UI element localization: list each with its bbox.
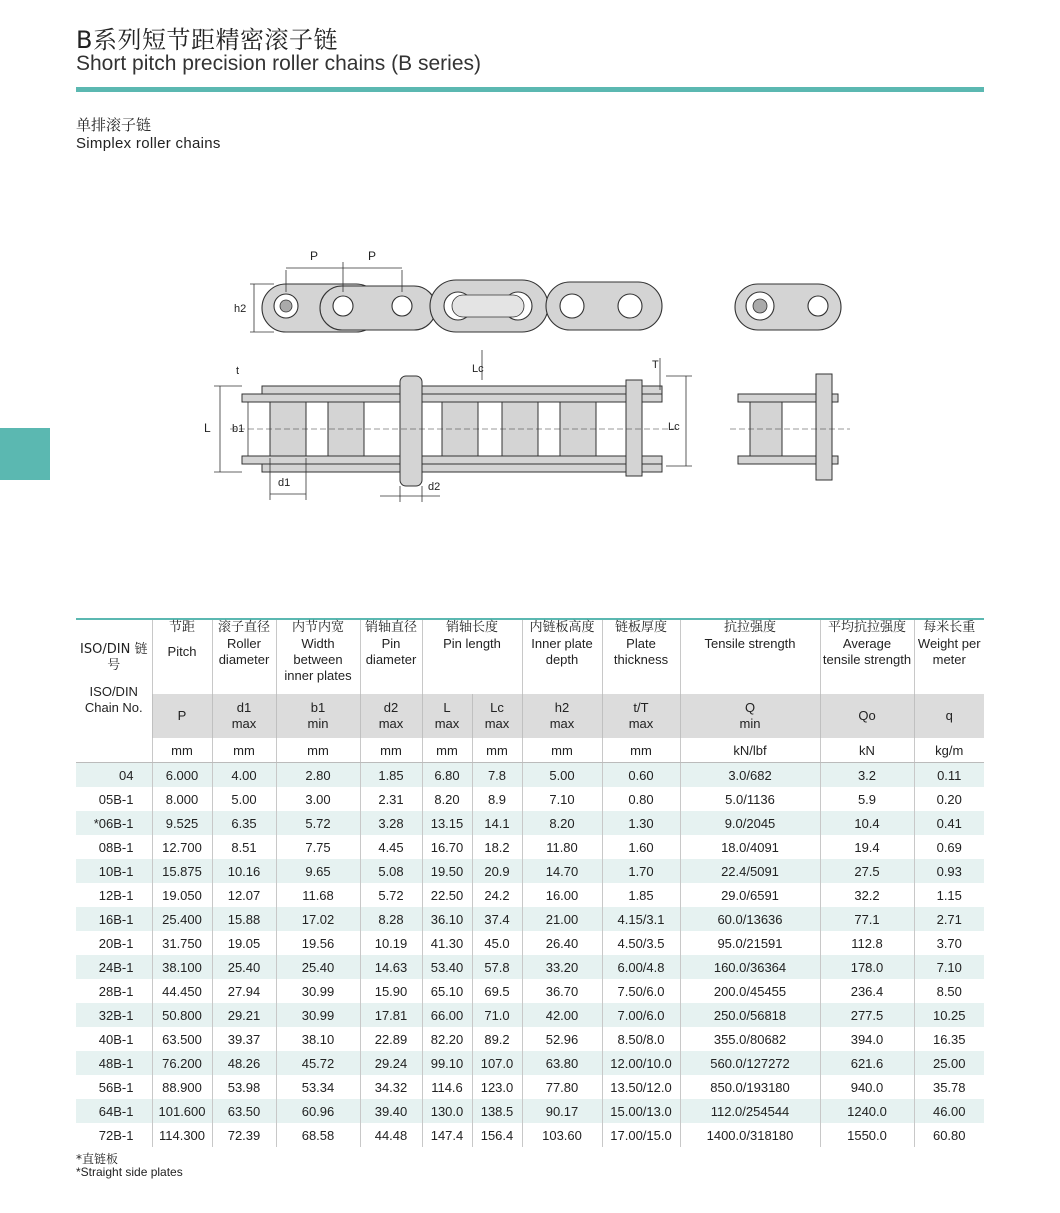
value-cell: 31.750 — [152, 931, 212, 955]
header-plate-thickness: 链板厚度 Plate thickness — [602, 619, 680, 694]
value-cell: 7.50/6.0 — [602, 979, 680, 1003]
table-row — [76, 979, 984, 1003]
unit-cell: mm — [422, 738, 472, 763]
value-cell: 17.81 — [360, 1003, 422, 1027]
value-cell: 36.70 — [522, 979, 602, 1003]
value-cell: 19.05 — [212, 931, 276, 955]
value-cell: 63.50 — [212, 1099, 276, 1123]
value-cell: 13.15 — [422, 811, 472, 835]
table-row — [76, 859, 984, 883]
value-cell: 19.050 — [152, 883, 212, 907]
header-average-tensile: 平均抗拉强度 Average tensile strength — [820, 619, 914, 694]
header-weight: 每米长重 Weight per meter — [914, 619, 984, 694]
chain-no-cell: 32B-1 — [76, 1003, 152, 1027]
value-cell: 25.00 — [914, 1051, 984, 1075]
value-cell: 1240.0 — [820, 1099, 914, 1123]
header-roller: 滚子直径 Roller diameter — [212, 619, 276, 694]
value-cell: 11.68 — [276, 883, 360, 907]
dim-lc-top: Lc — [472, 363, 484, 375]
value-cell: 39.37 — [212, 1027, 276, 1051]
value-cell: 8.000 — [152, 787, 212, 811]
value-cell: 89.2 — [472, 1027, 522, 1051]
value-cell: 17.00/15.0 — [602, 1123, 680, 1147]
dim-b1: b1 — [232, 423, 245, 435]
value-cell: 850.0/193180 — [680, 1075, 820, 1099]
chain-no-cell: 28B-1 — [76, 979, 152, 1003]
value-cell: 71.0 — [472, 1003, 522, 1027]
title-rule — [76, 87, 984, 92]
value-cell: 16.35 — [914, 1027, 984, 1051]
symbol-cell: h2 max — [522, 694, 602, 738]
value-cell: 44.48 — [360, 1123, 422, 1147]
value-cell: 10.16 — [212, 859, 276, 883]
symbol-cell: d2 max — [360, 694, 422, 738]
value-cell: 68.58 — [276, 1123, 360, 1147]
value-cell: 621.6 — [820, 1051, 914, 1075]
value-cell: 5.9 — [820, 787, 914, 811]
value-cell: 19.4 — [820, 835, 914, 859]
dim-T: T — [652, 359, 659, 371]
unit-cell: mm — [602, 738, 680, 763]
value-cell: 1.85 — [602, 883, 680, 907]
table-row — [76, 1075, 984, 1099]
chain-no-cell: 24B-1 — [76, 955, 152, 979]
value-cell: 20.9 — [472, 859, 522, 883]
value-cell: 112.0/254544 — [680, 1099, 820, 1123]
value-cell: 12.00/10.0 — [602, 1051, 680, 1075]
unit-cell: kN — [820, 738, 914, 763]
value-cell: 8.20 — [522, 811, 602, 835]
value-cell: 41.30 — [422, 931, 472, 955]
dim-L: L — [204, 421, 211, 435]
value-cell: 27.94 — [212, 979, 276, 1003]
value-cell: 2.71 — [914, 907, 984, 931]
value-cell: 25.40 — [212, 955, 276, 979]
value-cell: 114.300 — [152, 1123, 212, 1147]
value-cell: 0.69 — [914, 835, 984, 859]
footnote-cn: *直链板 — [76, 1152, 119, 1166]
value-cell: 5.72 — [360, 883, 422, 907]
header-plate-depth: 内链板高度 Inner plate depth — [522, 619, 602, 694]
value-cell: 34.32 — [360, 1075, 422, 1099]
value-cell: 50.800 — [152, 1003, 212, 1027]
value-cell: 394.0 — [820, 1027, 914, 1051]
value-cell: 5.00 — [212, 787, 276, 811]
value-cell: 8.20 — [422, 787, 472, 811]
value-cell: 7.75 — [276, 835, 360, 859]
value-cell: 27.5 — [820, 859, 914, 883]
symbol-cell: L max — [422, 694, 472, 738]
value-cell: 24.2 — [472, 883, 522, 907]
value-cell: 72.39 — [212, 1123, 276, 1147]
value-cell: 9.0/2045 — [680, 811, 820, 835]
value-cell: 35.78 — [914, 1075, 984, 1099]
value-cell: 5.00 — [522, 763, 602, 788]
symbol-cell: t/T max — [602, 694, 680, 738]
value-cell: 1.70 — [602, 859, 680, 883]
dim-p1: P — [310, 249, 319, 263]
value-cell: 12.07 — [212, 883, 276, 907]
value-cell: 6.000 — [152, 763, 212, 788]
table-header-units — [76, 738, 984, 763]
value-cell: 7.10 — [914, 955, 984, 979]
value-cell: 53.98 — [212, 1075, 276, 1099]
value-cell: 130.0 — [422, 1099, 472, 1123]
value-cell: 101.600 — [152, 1099, 212, 1123]
unit-cell: mm — [152, 738, 212, 763]
value-cell: 8.28 — [360, 907, 422, 931]
value-cell: 26.40 — [522, 931, 602, 955]
value-cell: 45.0 — [472, 931, 522, 955]
table-row — [76, 787, 984, 811]
footnote-en: *Straight side plates — [76, 1165, 183, 1179]
value-cell: 3.0/682 — [680, 763, 820, 788]
value-cell: 12.700 — [152, 835, 212, 859]
table-row — [76, 1051, 984, 1075]
value-cell: 30.99 — [276, 979, 360, 1003]
value-cell: 2.80 — [276, 763, 360, 788]
value-cell: 1550.0 — [820, 1123, 914, 1147]
value-cell: 45.72 — [276, 1051, 360, 1075]
value-cell: 940.0 — [820, 1075, 914, 1099]
value-cell: 1.30 — [602, 811, 680, 835]
table-row — [76, 1123, 984, 1147]
chain-no-cell: 10B-1 — [76, 859, 152, 883]
table-header-symbols — [76, 694, 984, 738]
value-cell: 11.80 — [522, 835, 602, 859]
value-cell: 19.56 — [276, 931, 360, 955]
symbol-cell: q — [914, 694, 984, 738]
value-cell: 10.25 — [914, 1003, 984, 1027]
value-cell: 8.50 — [914, 979, 984, 1003]
value-cell: 8.9 — [472, 787, 522, 811]
page-title-en: Short pitch precision roller chains (B series) — [76, 52, 481, 75]
value-cell: 5.08 — [360, 859, 422, 883]
value-cell: 123.0 — [472, 1075, 522, 1099]
unit-cell: mm — [212, 738, 276, 763]
value-cell: 29.21 — [212, 1003, 276, 1027]
value-cell: 38.100 — [152, 955, 212, 979]
value-cell: 8.50/8.0 — [602, 1027, 680, 1051]
spec-table — [76, 618, 984, 1147]
table-row — [76, 1099, 984, 1123]
unit-cell: mm — [522, 738, 602, 763]
value-cell: 560.0/127272 — [680, 1051, 820, 1075]
chain-no-cell: 05B-1 — [76, 787, 152, 811]
value-cell: 22.4/5091 — [680, 859, 820, 883]
chain-no-cell: 08B-1 — [76, 835, 152, 859]
table-row — [76, 835, 984, 859]
value-cell: 15.88 — [212, 907, 276, 931]
value-cell: 4.45 — [360, 835, 422, 859]
value-cell: 53.40 — [422, 955, 472, 979]
value-cell: 3.70 — [914, 931, 984, 955]
unit-cell: mm — [472, 738, 522, 763]
symbol-cell: Qo — [820, 694, 914, 738]
value-cell: 18.2 — [472, 835, 522, 859]
value-cell: 60.0/13636 — [680, 907, 820, 931]
value-cell: 25.400 — [152, 907, 212, 931]
value-cell: 21.00 — [522, 907, 602, 931]
value-cell: 9.65 — [276, 859, 360, 883]
value-cell: 77.1 — [820, 907, 914, 931]
table-row — [76, 907, 984, 931]
value-cell: 38.10 — [276, 1027, 360, 1051]
value-cell: 5.0/1136 — [680, 787, 820, 811]
value-cell: 9.525 — [152, 811, 212, 835]
value-cell: 6.35 — [212, 811, 276, 835]
value-cell: 18.0/4091 — [680, 835, 820, 859]
value-cell: 46.00 — [914, 1099, 984, 1123]
value-cell: 4.00 — [212, 763, 276, 788]
value-cell: 16.00 — [522, 883, 602, 907]
value-cell: 39.40 — [360, 1099, 422, 1123]
table-row — [76, 1003, 984, 1027]
section-title-cn: 单排滚子链 — [76, 116, 152, 134]
symbol-cell: Q min — [680, 694, 820, 738]
value-cell: 32.2 — [820, 883, 914, 907]
unit-cell: mm — [360, 738, 422, 763]
value-cell: 14.1 — [472, 811, 522, 835]
value-cell: 114.6 — [422, 1075, 472, 1099]
value-cell: 1.60 — [602, 835, 680, 859]
value-cell: 2.31 — [360, 787, 422, 811]
value-cell: 53.34 — [276, 1075, 360, 1099]
dim-t: t — [236, 365, 240, 377]
value-cell: 29.0/6591 — [680, 883, 820, 907]
value-cell: 57.8 — [472, 955, 522, 979]
symbol-cell: d1 max — [212, 694, 276, 738]
value-cell: 14.63 — [360, 955, 422, 979]
header-pitch: 节距 Pitch — [152, 619, 212, 694]
value-cell: 60.80 — [914, 1123, 984, 1147]
header-pin-diameter: 销轴直径 Pin diameter — [360, 619, 422, 694]
value-cell: 138.5 — [472, 1099, 522, 1123]
table-row — [76, 883, 984, 907]
value-cell: 65.10 — [422, 979, 472, 1003]
value-cell: 355.0/80682 — [680, 1027, 820, 1051]
chain-no-cell: 20B-1 — [76, 931, 152, 955]
value-cell: 0.93 — [914, 859, 984, 883]
value-cell: 25.40 — [276, 955, 360, 979]
value-cell: 77.80 — [522, 1075, 602, 1099]
value-cell: 63.500 — [152, 1027, 212, 1051]
chain-no-cell: 40B-1 — [76, 1027, 152, 1051]
value-cell: 7.00/6.0 — [602, 1003, 680, 1027]
value-cell: 0.60 — [602, 763, 680, 788]
value-cell: 17.02 — [276, 907, 360, 931]
value-cell: 42.00 — [522, 1003, 602, 1027]
header-chain-no: ISO/DIN 链号 ISO/DIN Chain No. — [80, 642, 148, 715]
table-body — [76, 763, 984, 1148]
value-cell: 36.10 — [422, 907, 472, 931]
value-cell: 10.4 — [820, 811, 914, 835]
table-row — [76, 763, 984, 788]
value-cell: 10.19 — [360, 931, 422, 955]
value-cell: 178.0 — [820, 955, 914, 979]
value-cell: 4.50/3.5 — [602, 931, 680, 955]
value-cell: 5.72 — [276, 811, 360, 835]
chain-no-cell: 64B-1 — [76, 1099, 152, 1123]
value-cell: 0.41 — [914, 811, 984, 835]
value-cell: 22.89 — [360, 1027, 422, 1051]
page-title-cn: B系列短节距精密滚子链 — [76, 26, 338, 54]
value-cell: 236.4 — [820, 979, 914, 1003]
dim-h2: h2 — [234, 303, 247, 315]
table-row — [76, 811, 984, 835]
unit-cell: kg/m — [914, 738, 984, 763]
value-cell: 7.10 — [522, 787, 602, 811]
value-cell: 15.00/13.0 — [602, 1099, 680, 1123]
value-cell: 1.85 — [360, 763, 422, 788]
symbol-cell: Lc max — [472, 694, 522, 738]
header-pin-length: 销轴长度 Pin length — [422, 619, 522, 694]
symbol-cell: P — [152, 694, 212, 738]
side-tab — [0, 428, 50, 480]
value-cell: 103.60 — [522, 1123, 602, 1147]
symbol-cell: b1 min — [276, 694, 360, 738]
value-cell: 90.17 — [522, 1099, 602, 1123]
value-cell: 16.70 — [422, 835, 472, 859]
value-cell: 63.80 — [522, 1051, 602, 1075]
chain-no-cell: 48B-1 — [76, 1051, 152, 1075]
value-cell: 99.10 — [422, 1051, 472, 1075]
value-cell: 6.80 — [422, 763, 472, 788]
section-title-en: Simplex roller chains — [76, 135, 221, 152]
value-cell: 48.26 — [212, 1051, 276, 1075]
value-cell: 1.15 — [914, 883, 984, 907]
table-row — [76, 1027, 984, 1051]
value-cell: 107.0 — [472, 1051, 522, 1075]
chain-no-cell: 04 — [76, 763, 152, 788]
dim-p2: P — [368, 249, 377, 263]
value-cell: 3.2 — [820, 763, 914, 788]
value-cell: 3.28 — [360, 811, 422, 835]
value-cell: 1400.0/318180 — [680, 1123, 820, 1147]
chain-no-cell: 12B-1 — [76, 883, 152, 907]
dim-d1: d1 — [278, 477, 291, 489]
value-cell: 14.70 — [522, 859, 602, 883]
value-cell: 0.80 — [602, 787, 680, 811]
value-cell: 4.15/3.1 — [602, 907, 680, 931]
value-cell: 6.00/4.8 — [602, 955, 680, 979]
value-cell: 37.4 — [472, 907, 522, 931]
value-cell: 88.900 — [152, 1075, 212, 1099]
header-width: 内节内宽 Width between inner plates — [276, 619, 360, 694]
value-cell: 8.51 — [212, 835, 276, 859]
value-cell: 200.0/45455 — [680, 979, 820, 1003]
value-cell: 33.20 — [522, 955, 602, 979]
value-cell: 69.5 — [472, 979, 522, 1003]
value-cell: 3.00 — [276, 787, 360, 811]
value-cell: 19.50 — [422, 859, 472, 883]
chain-no-cell: *06B-1 — [76, 811, 152, 835]
unit-cell: mm — [276, 738, 360, 763]
value-cell: 0.11 — [914, 763, 984, 788]
value-cell: 250.0/56818 — [680, 1003, 820, 1027]
value-cell: 0.20 — [914, 787, 984, 811]
chain-no-cell: 16B-1 — [76, 907, 152, 931]
value-cell: 277.5 — [820, 1003, 914, 1027]
value-cell: 29.24 — [360, 1051, 422, 1075]
value-cell: 13.50/12.0 — [602, 1075, 680, 1099]
value-cell: 7.8 — [472, 763, 522, 788]
dim-lc-side: Lc — [668, 421, 680, 433]
value-cell: 52.96 — [522, 1027, 602, 1051]
value-cell: 15.875 — [152, 859, 212, 883]
table-row — [76, 955, 984, 979]
table-row — [76, 931, 984, 955]
value-cell: 60.96 — [276, 1099, 360, 1123]
dim-d2: d2 — [428, 481, 441, 493]
value-cell: 82.20 — [422, 1027, 472, 1051]
table-header-text — [76, 619, 984, 694]
value-cell: 112.8 — [820, 931, 914, 955]
chain-no-cell: 56B-1 — [76, 1075, 152, 1099]
value-cell: 160.0/36364 — [680, 955, 820, 979]
value-cell: 15.90 — [360, 979, 422, 1003]
value-cell: 76.200 — [152, 1051, 212, 1075]
value-cell: 95.0/21591 — [680, 931, 820, 955]
value-cell: 22.50 — [422, 883, 472, 907]
value-cell: 30.99 — [276, 1003, 360, 1027]
header-tensile: 抗拉强度 Tensile strength — [680, 619, 820, 694]
value-cell: 156.4 — [472, 1123, 522, 1147]
chain-diagram — [190, 240, 870, 510]
chain-no-cell: 72B-1 — [76, 1123, 152, 1147]
value-cell: 66.00 — [422, 1003, 472, 1027]
unit-cell: kN/lbf — [680, 738, 820, 763]
value-cell: 147.4 — [422, 1123, 472, 1147]
value-cell: 44.450 — [152, 979, 212, 1003]
